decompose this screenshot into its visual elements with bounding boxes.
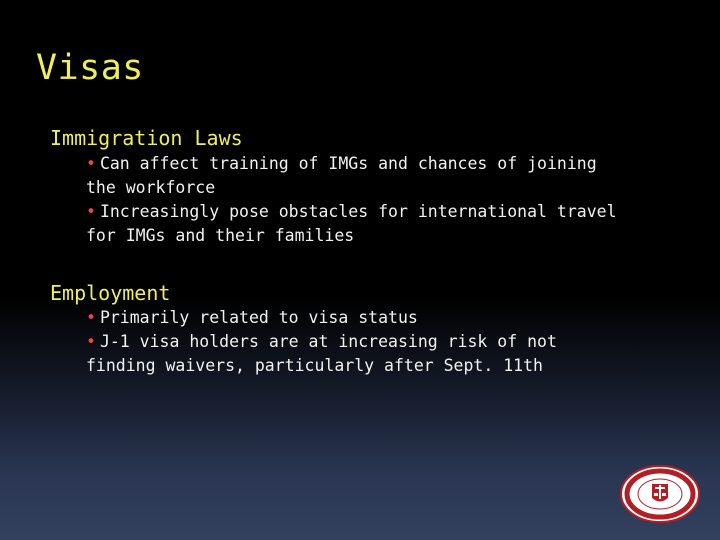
- bullet-list-immigration-laws: [86, 152, 626, 248]
- bullet-item: [86, 200, 626, 248]
- bullet-item: [86, 306, 626, 330]
- section-heading-employment: Employment: [50, 281, 171, 305]
- bullet-item: [86, 152, 626, 200]
- bullet-text: Primarily related to visa status: [99, 308, 418, 327]
- bullet-icon: •: [86, 154, 96, 173]
- bullet-icon: •: [86, 332, 96, 351]
- slide-title: Visas: [36, 48, 144, 88]
- bullet-icon: •: [86, 202, 96, 221]
- university-seal-logo: [619, 464, 701, 524]
- bullet-text: Can affect training of IMGs and chances of joining the workforce: [86, 154, 597, 197]
- bullet-list-employment: [86, 306, 626, 378]
- section-heading-immigration-laws: Immigration Laws: [50, 126, 243, 150]
- bullet-text: J-1 visa holders are at increasing risk of not finding waivers, particularly after Sept. 11th: [86, 332, 557, 375]
- bullet-item: [86, 330, 626, 378]
- bullet-icon: •: [86, 308, 96, 327]
- bullet-text: Increasingly pose obstacles for international travel for IMGs and their families: [86, 202, 617, 245]
